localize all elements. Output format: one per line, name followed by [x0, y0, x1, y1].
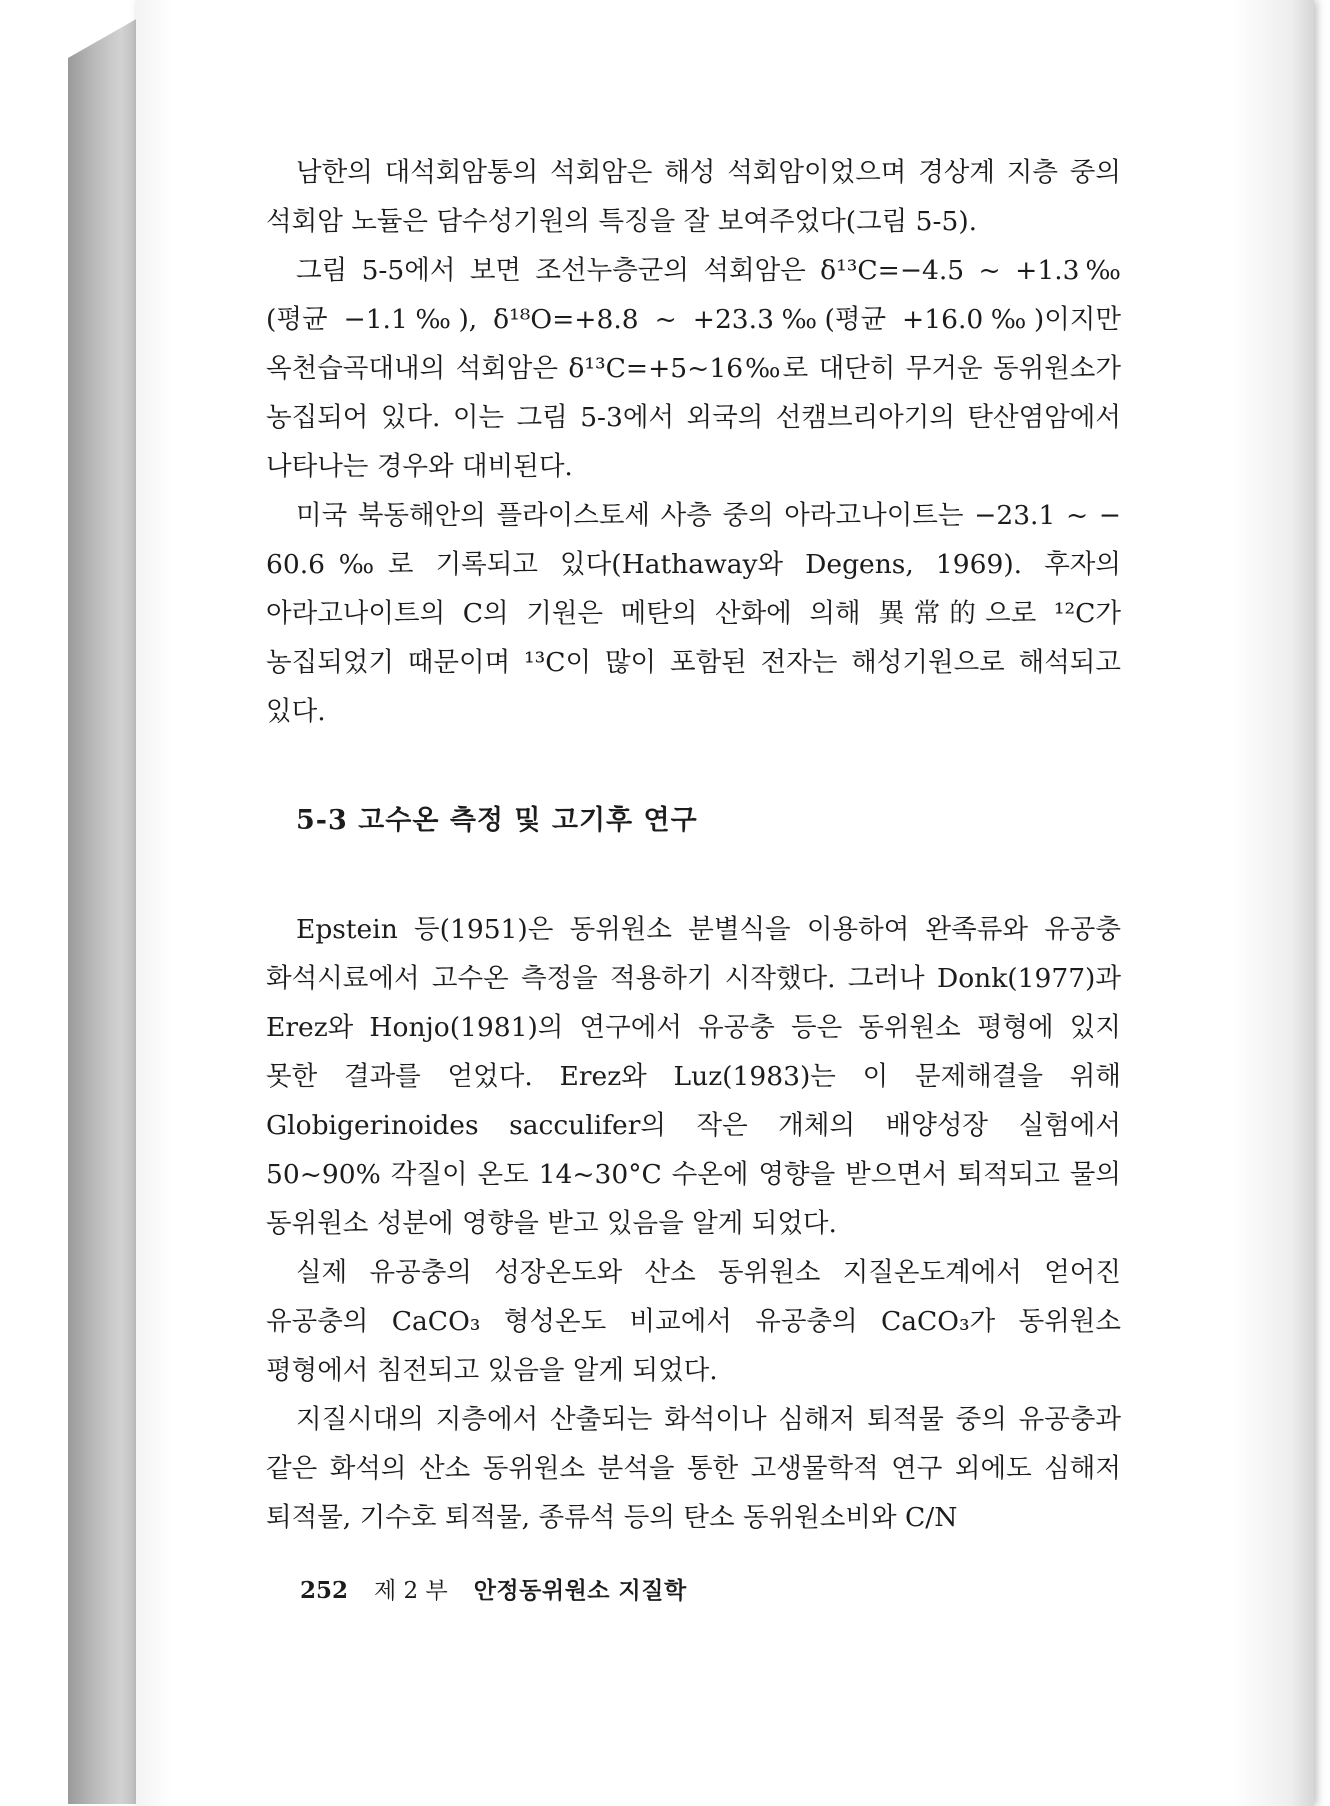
- book-spine: [68, 18, 138, 1804]
- paragraph: 그림 5-5에서 보면 조선누층군의 석회암은 δ¹³C=−4.5 ~ +1.3‰ (평균 −1.1‰), δ¹⁸O=+8.8 ~ +23.3‰(평균 +16.0‰)이지만 옥천습곡대내의 석회암은 δ¹³C=+5~16‰로 대단히 무거운 동위원소가 농집되어 있다. 이는 그림 5-3에서 외국의 선캠브리아기의 탄산염암에서 나타나는 경우와 대비된다.: [266, 255, 1121, 482]
- paragraph: 남한의 대석회암통의 석회암은 해성 석회암이었으며 경상계 지층 중의 석회암 노듈은 담수성기원의 특징을 잘 보여주었다(그림 5-5).: [266, 157, 1121, 237]
- part-title: 안정동위원소 지질학: [473, 1577, 687, 1604]
- section-heading: 5-3 고수온 측정 및 고기후 연구: [296, 805, 698, 836]
- paragraph: 미국 북동해안의 플라이스토세 사층 중의 아라고나이트는 −23.1 ~ − 60.6‰로 기록되고 있다(Hathaway와 Degens, 1969). 후자의 아라고나이트의 C의 기원은 메탄의 산화에 의해 異常的으로 ¹²C가 농집되었기 때문이며 ¹³C이 많이 포함된 전자는 해성기원으로 해석되고 있다.: [266, 500, 1121, 727]
- paragraph: 지질시대의 지층에서 산출되는 화석이나 심해저 퇴적물 중의 유공충과 같은 화석의 산소 동위원소 분석을 통한 고생물학적 연구 외에도 심해저 퇴적물, 기수호 퇴적물, 종류석 등의 탄소 동위원소비와 C/N: [266, 1404, 1121, 1533]
- page-number: 252: [300, 1577, 349, 1604]
- page-body: [266, 148, 1121, 1542]
- paragraph: Epstein 등(1951)은 동위원소 분별식을 이용하여 완족류와 유공충 화석시료에서 고수온 측정을 적용하기 시작했다. 그러나 Donk(1977)과 Erez와 Honjo(1981)의 연구에서 유공충 등은 동위원소 평형에 있지 못한 결과를 얻었다. Erez와 Luz(1983)는 이 문제해결을 위해 Globigerinoides sacculifer의 작은 개체의 배양성장 실험에서 50~90% 각질이 온도 14~30°C 수온에 영향을 받으면서 퇴적되고 물의 동위원소 성분에 영향을 받고 있음을 알게 되었다.: [266, 914, 1121, 1239]
- page-footer: [300, 1572, 687, 1605]
- part-label: 제 2 부: [374, 1578, 448, 1604]
- paragraph: 실제 유공충의 성장온도와 산소 동위원소 지질온도계에서 얻어진 유공충의 CaCO₃ 형성온도 비교에서 유공충의 CaCO₃가 동위원소 평형에서 침전되고 있음을 알게 되었다.: [266, 1257, 1121, 1386]
